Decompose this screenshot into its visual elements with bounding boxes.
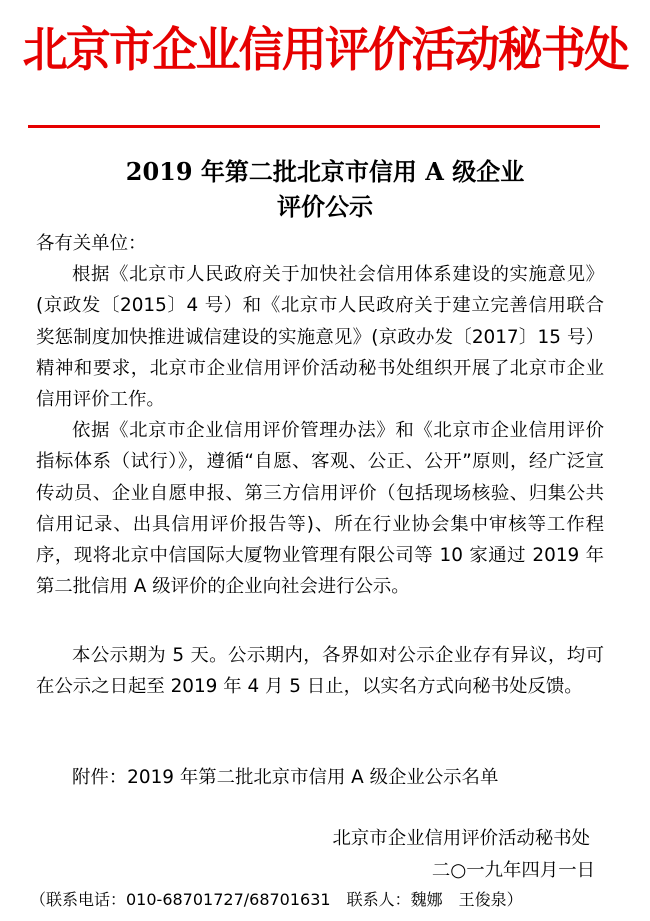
attachment-note: 附件：2019 年第二批北京市信用 A 级企业公示名单 — [72, 767, 499, 788]
contact-info: （联系电话：010-68701727/68701631 联系人：魏娜 王俊泉） — [30, 890, 523, 909]
document-title-line-1: 2019 年第二批北京市信用 A 级企业 — [125, 157, 525, 186]
salutation: 各有关单位： — [36, 233, 147, 254]
signature-date: 二○一九年四月一日 — [431, 860, 595, 881]
body-paragraph-3: 本公示期为 5 天。公示期内，各界如对公示企业存有异议，均可在公示之日起至 2019 年 4 月 5 日止，以实名方式向秘书处反馈。 — [36, 645, 604, 698]
signature-organization: 北京市企业信用评价活动秘书处 — [332, 828, 590, 849]
issuing-org-header: 北京市企业信用评价活动秘书处 — [22, 23, 628, 78]
header-red-rule — [28, 125, 600, 128]
body-paragraph-1: 根据《北京市人民政府关于加快社会信用体系建设的实施意见》(京政发〔2015〕4 号）和《北京市人民政府关于建立完善信用联合奖惩制度加快推进诚信建设的实施意见》(京政办发〔2017〕15 号）精神和要求，北京市企业信用评价活动秘书处组织开展了北京市企业信用评价工作。 — [36, 264, 604, 411]
body-paragraph-2: 依据《北京市企业信用评价管理办法》和《北京市企业信用评价指标体系（试行）》，遵循“自愿、客观、公正、公开”原则，经广泛宣传动员、企业自愿申报、第三方信用评价（包括现场核验、归集公共信用记录、出具信用评价报告等)、所在行业协会集中审核等工作程序，现将北京中信国际大厦物业管理有限公司等 10 家通过 2019 年第二批信用 A 级评价的企业向社会进行公示。 — [36, 420, 604, 598]
document-title-line-2: 评价公示 — [277, 192, 373, 221]
